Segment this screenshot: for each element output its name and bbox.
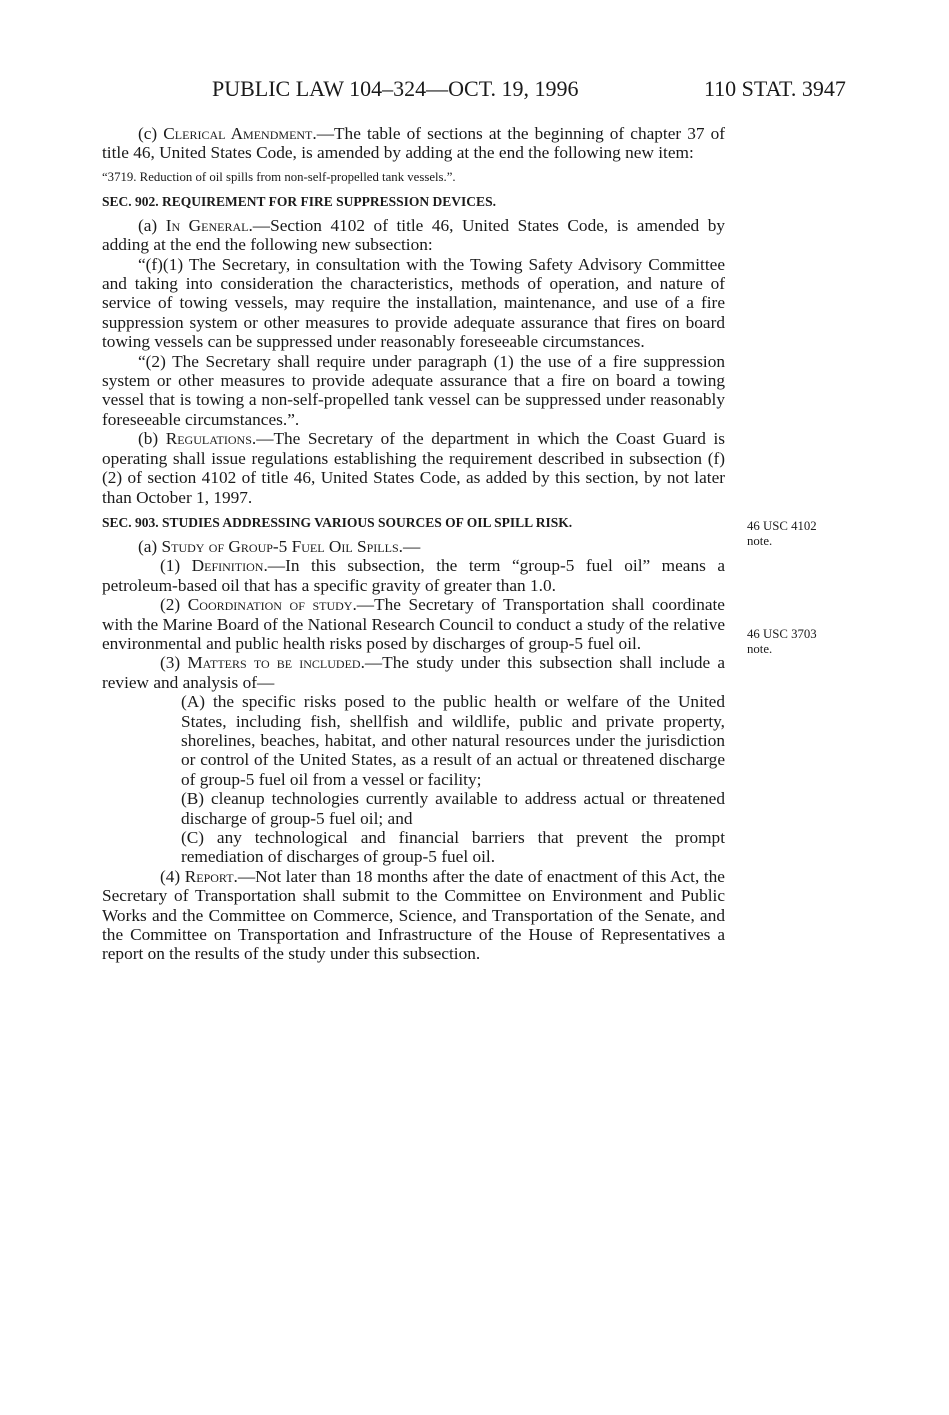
clause-a-paragraph: (A) the specific risks posed to the public health or welfare of the United States, including fish, shellfish and wildlife, public and private property, shorelines, beaches, habitat, and other natural resources under the jurisdiction or control of the United States, as a result of an actual or threatened discharge of group-5 fuel oil from a vessel or facility; (181, 692, 725, 789)
matters-paragraph: (3) Matters to be included.—The study under this subsection shall include a review and analysis of— (102, 653, 725, 692)
document-body (102, 124, 725, 964)
regulations-paragraph: (b) Regulations.—The Secretary of the department in which the Coast Guard is operating shall issue regulations establishing the requirement described in subsection (f)(2) of section 4102 of title 46, United States Code, as added by this section, by not later than October 1, 1997. (102, 429, 725, 507)
subsection-f2-paragraph: “(2) The Secretary shall require under paragraph (1) the use of a fire suppression system or other measures to provide adequate assurance that a fire on board a towing vessel that is towing a non-self-propelled tank vessel can be suppressed under reasonably foreseeable circumstances.”. (102, 351, 725, 429)
header-title: PUBLIC LAW 104–324—OCT. 19, 1996 (212, 76, 579, 101)
new-section-item: “3719. Reduction of oil spills from non-self-propelled tank vessels.”. (102, 169, 456, 184)
definition-paragraph: (1) Definition.—In this subsection, the term “group-5 fuel oil” means a petroleum-based oil that has a specific gravity of greater than 1.0. (102, 556, 725, 595)
coordination-paragraph: (2) Coordination of study.—The Secretary of Transportation shall coordinate with the Marine Board of the National Research Council to conduct a study of the relative environmental and public health risks posed by discharges of group-5 fuel oil. (102, 595, 725, 653)
header-stat-page: 110 STAT. 3947 (704, 76, 846, 101)
margin-note-4102-label: note. (747, 534, 773, 548)
margin-note-3703 (747, 627, 857, 657)
margin-note-3703-label: note. (747, 642, 773, 656)
clerical-amendment-paragraph: (c) Clerical Amendment.—The table of sections at the beginning of chapter 37 of title 46, United States Code, is amended by adding at the end the following new item: (102, 124, 725, 163)
study-paragraph: (a) Study of Group-5 Fuel Oil Spills.— (138, 536, 421, 556)
margin-note-4102-cite: 46 USC 4102 (747, 519, 817, 533)
report-paragraph: (4) Report.—Not later than 18 months after the date of enactment of this Act, the Secretary of Transportation shall submit to the Committee on Environment and Public Works and the Committee on Commerce, Science, and Transportation of the Senate, and the Committee on Transportation and Infrastructure of the House of Representatives a report on the results of the study under this subsection. (102, 866, 725, 964)
section-902-heading: SEC. 902. REQUIREMENT FOR FIRE SUPPRESSION DEVICES. (102, 193, 496, 209)
in-general-paragraph: (a) In General.—Section 4102 of title 46, United States Code, is amended by adding at the end the following new subsection: (102, 215, 725, 255)
clause-b-paragraph: (B) cleanup technologies currently available to address actual or threatened discharge of group-5 fuel oil; and (181, 789, 725, 828)
clause-c-paragraph: (C) any technological and financial barriers that prevent the prompt remediation of discharges of group-5 fuel oil. (181, 828, 725, 867)
running-header (0, 76, 949, 106)
margin-note-3703-cite: 46 USC 3703 (747, 627, 817, 641)
section-903-heading: SEC. 903. STUDIES ADDRESSING VARIOUS SOURCES OF OIL SPILL RISK. (102, 514, 573, 530)
subsection-f1-paragraph: “(f)(1) The Secretary, in consultation with the Towing Safety Advisory Committee and taking into consideration the characteristics, methods of operation, and nature of service of towing vessels, may require the installation, maintenance, and use of a fire suppression system or other measures to provide adequate assurance that fires on board towing vessels can be suppressed under reasonably foreseeable circumstances. (102, 254, 725, 352)
margin-note-4102 (747, 519, 857, 549)
